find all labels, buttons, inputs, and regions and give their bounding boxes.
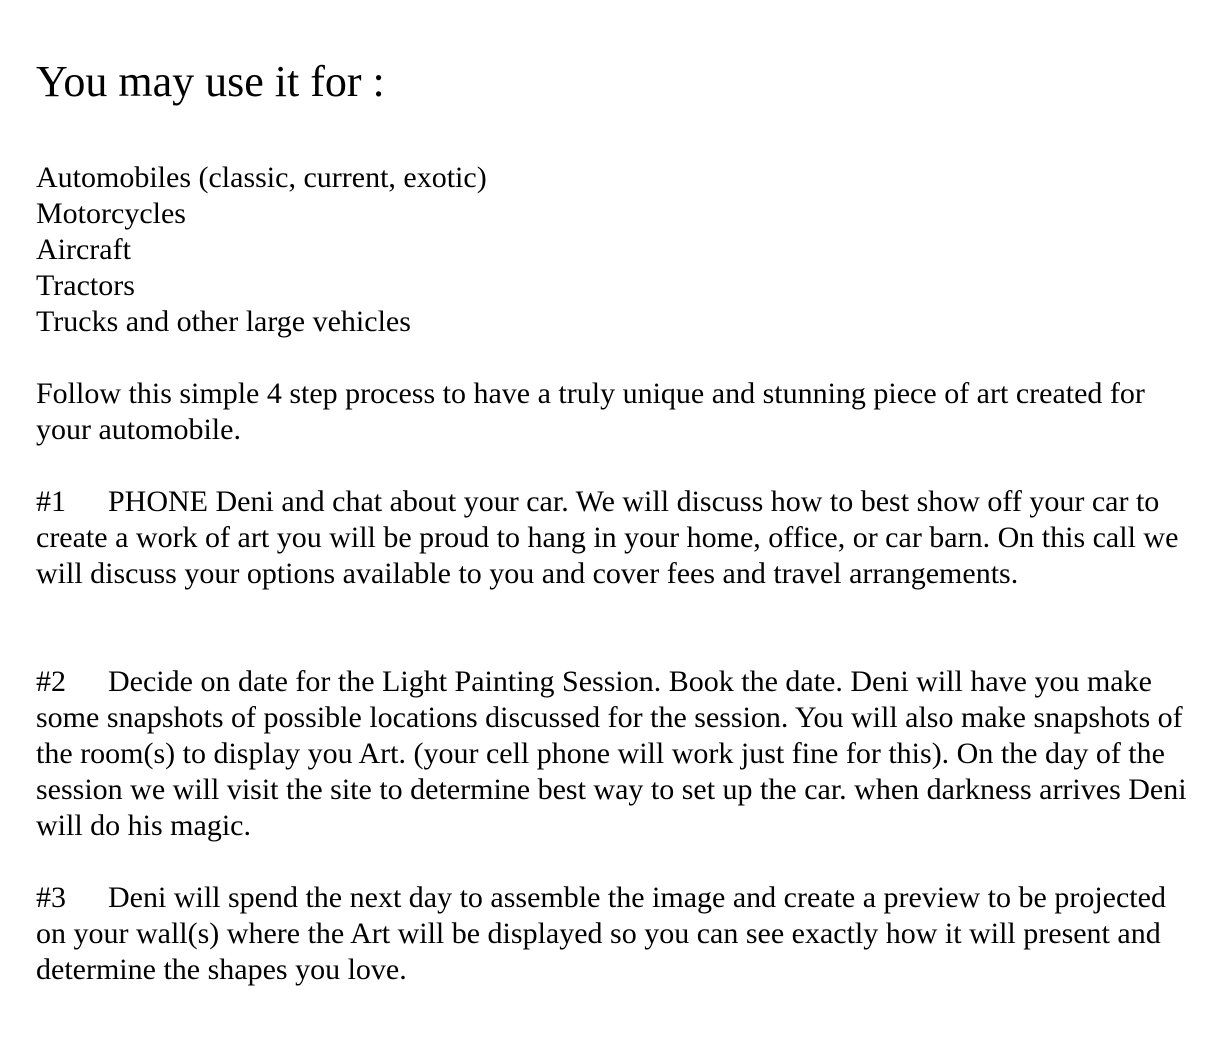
- vehicle-list: [36, 160, 487, 340]
- step-1-paragraph: [36, 484, 1196, 592]
- vehicle-item-motorcycles: Motorcycles: [36, 197, 186, 230]
- step-1-text: PHONE Deni and chat about your car. We will discuss how to best show off your car to create a work of art you will be proud to hang in your home, office, or car barn. On this call we will discuss your options available to you and cover fees and travel arrangements.: [36, 485, 1179, 590]
- vehicle-item-trucks: Trucks and other large vehicles: [36, 305, 411, 338]
- step-3-paragraph: [36, 880, 1196, 988]
- page-heading: You may use it for :: [36, 57, 385, 106]
- step-3-text: Deni will spend the next day to assemble the image and create a preview to be projected on your wall(s) where the Art will be displayed so you can see exactly how it will present and determine the shapes you love.: [36, 881, 1166, 986]
- step-2-number: #2: [36, 665, 66, 698]
- step-3-number: #3: [36, 881, 66, 914]
- step-2-paragraph: [36, 664, 1196, 844]
- intro-paragraph: Follow this simple 4 step process to have a truly unique and stunning piece of art created for your automobile.: [36, 377, 1145, 446]
- vehicle-item-automobiles: Automobiles (classic, current, exotic): [36, 161, 487, 194]
- vehicle-item-aircraft: Aircraft: [36, 233, 131, 266]
- step-1-number: #1: [36, 485, 66, 518]
- step-2-text: Decide on date for the Light Painting Session. Book the date. Deni will have you make some snapshots of possible locations discussed for the session. You will also make snapshots of the room(s) to display you Art. (your cell phone will work just fine for this). On the day of the session we will visit the site to determine best way to set up the car. when darkness arrives Deni will do his magic.: [36, 665, 1187, 842]
- vehicle-item-tractors: Tractors: [36, 269, 135, 302]
